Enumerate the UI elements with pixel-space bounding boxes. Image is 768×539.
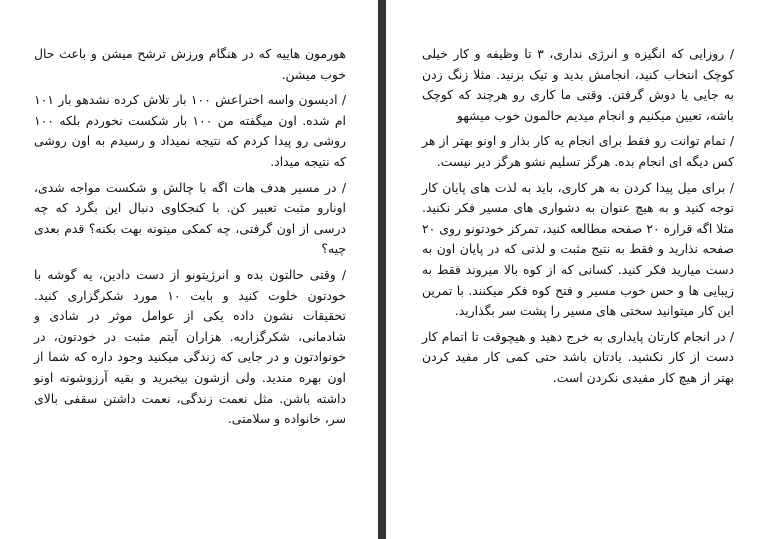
left-page [0,0,378,539]
paragraph: هورمون هاییه که در هنگام ورزش ترشح میشن و باعث حال خوب میشن. [34,46,346,82]
book-spine-divider [378,0,386,539]
paragraph: / برای میل پیدا کردن به هر کاری، باید به لذت های پایان کار توجه کنید و به هیچ عنوان به دشواری های مسیر فکر نکنید. مثلا اگه قراره ۲۰ صفحه مطالعه کنید، تمرکز خودتونو روی ۲۰ صفحه نذارید و فقط به نتیج مثبت و لذتی که در پایان اون به دست میارید فکر کنید. کسانی که از کوه بالا میروند فقط به زیبایی ها و حس خوب مسیر و فتح کوه فکر میکنند. با تمرین این کار میتوانید سختی های مسیر را پشت سر بگذارید. [422,179,734,319]
paragraph: / روزایی که انگیزه و انرژی نداری، ۳ تا وظیفه و کار خیلی کوچک انتخاب کنید، انجامش بدید و تیک بزنید. مثلا زنگ زدن به جایی یا دوش گرفتن. وقتی ما کاری رو هرچند که کوچک باشه، تعیین میکنیم و انجام میدیم حالمون خوب میشهو [422,46,734,123]
paragraph: / در انجام کارتان پایداری به خرج دهید و هیچوقت تا اتمام کار دست از کار نکشید. یادتان باشد حتی کمی کار مفید کردن بهتر از هیچ کار مفیدی نکردن است. [422,328,734,385]
right-page-text [422,44,734,394]
paragraph: / ادیسون واسه اختراعش ۱۰۰ بار تلاش کرده نشدهو بار ۱۰۱ ام شده. اون میگفته من ۱۰۰ بار شکست نخوردم بلکه ۱۰۰ روشی رو پیدا کردم که نتیجه نمیداد و رسیدم به اون روشی که نتیجه میداد. [34,92,346,169]
paragraph: / در مسیر هدف هات اگه با چالش و شکست مواجه شدی، اونارو مثبت تعبیر کن. با کنجکاوی دنبال این بگرد که چه درسی از اون گرفتی، چه کمکی میتونه بهت بکنه؟ قدم بعدی چیه؟ [34,179,346,257]
left-page-text [34,44,346,435]
right-page [386,0,768,539]
paragraph: / وقتی حالتون بده و انرژیتونو از دست دادین، یه گوشه با خودتون خلوت کنید و بابت ۱۰ مورد شکرگزاری کنید. تحقیقات نشون داده یکی از عوامل موثر در شادی و شادمانی، شکرگزاریه. هزاران آیتم مثبت در خودتون، در خونوادتون و در جایی که زندگی میکنید وجود داره که شما از اون بهره مندید. ولی ازشون بیخبرید و بقیه آرزوشونه اونو داشته باشن. مثل نعمت زندگی، نعمت داشتن سقفی بالای سر، خانواده و سلامتی. [34,266,346,427]
paragraph: / تمام توانت رو فقط برای انجام یه کار بذار و اونو بهتر از هر کس دیگه ای انجام بده. هرگز تسلیم نشو هرگز دیر نیست. [422,133,734,169]
